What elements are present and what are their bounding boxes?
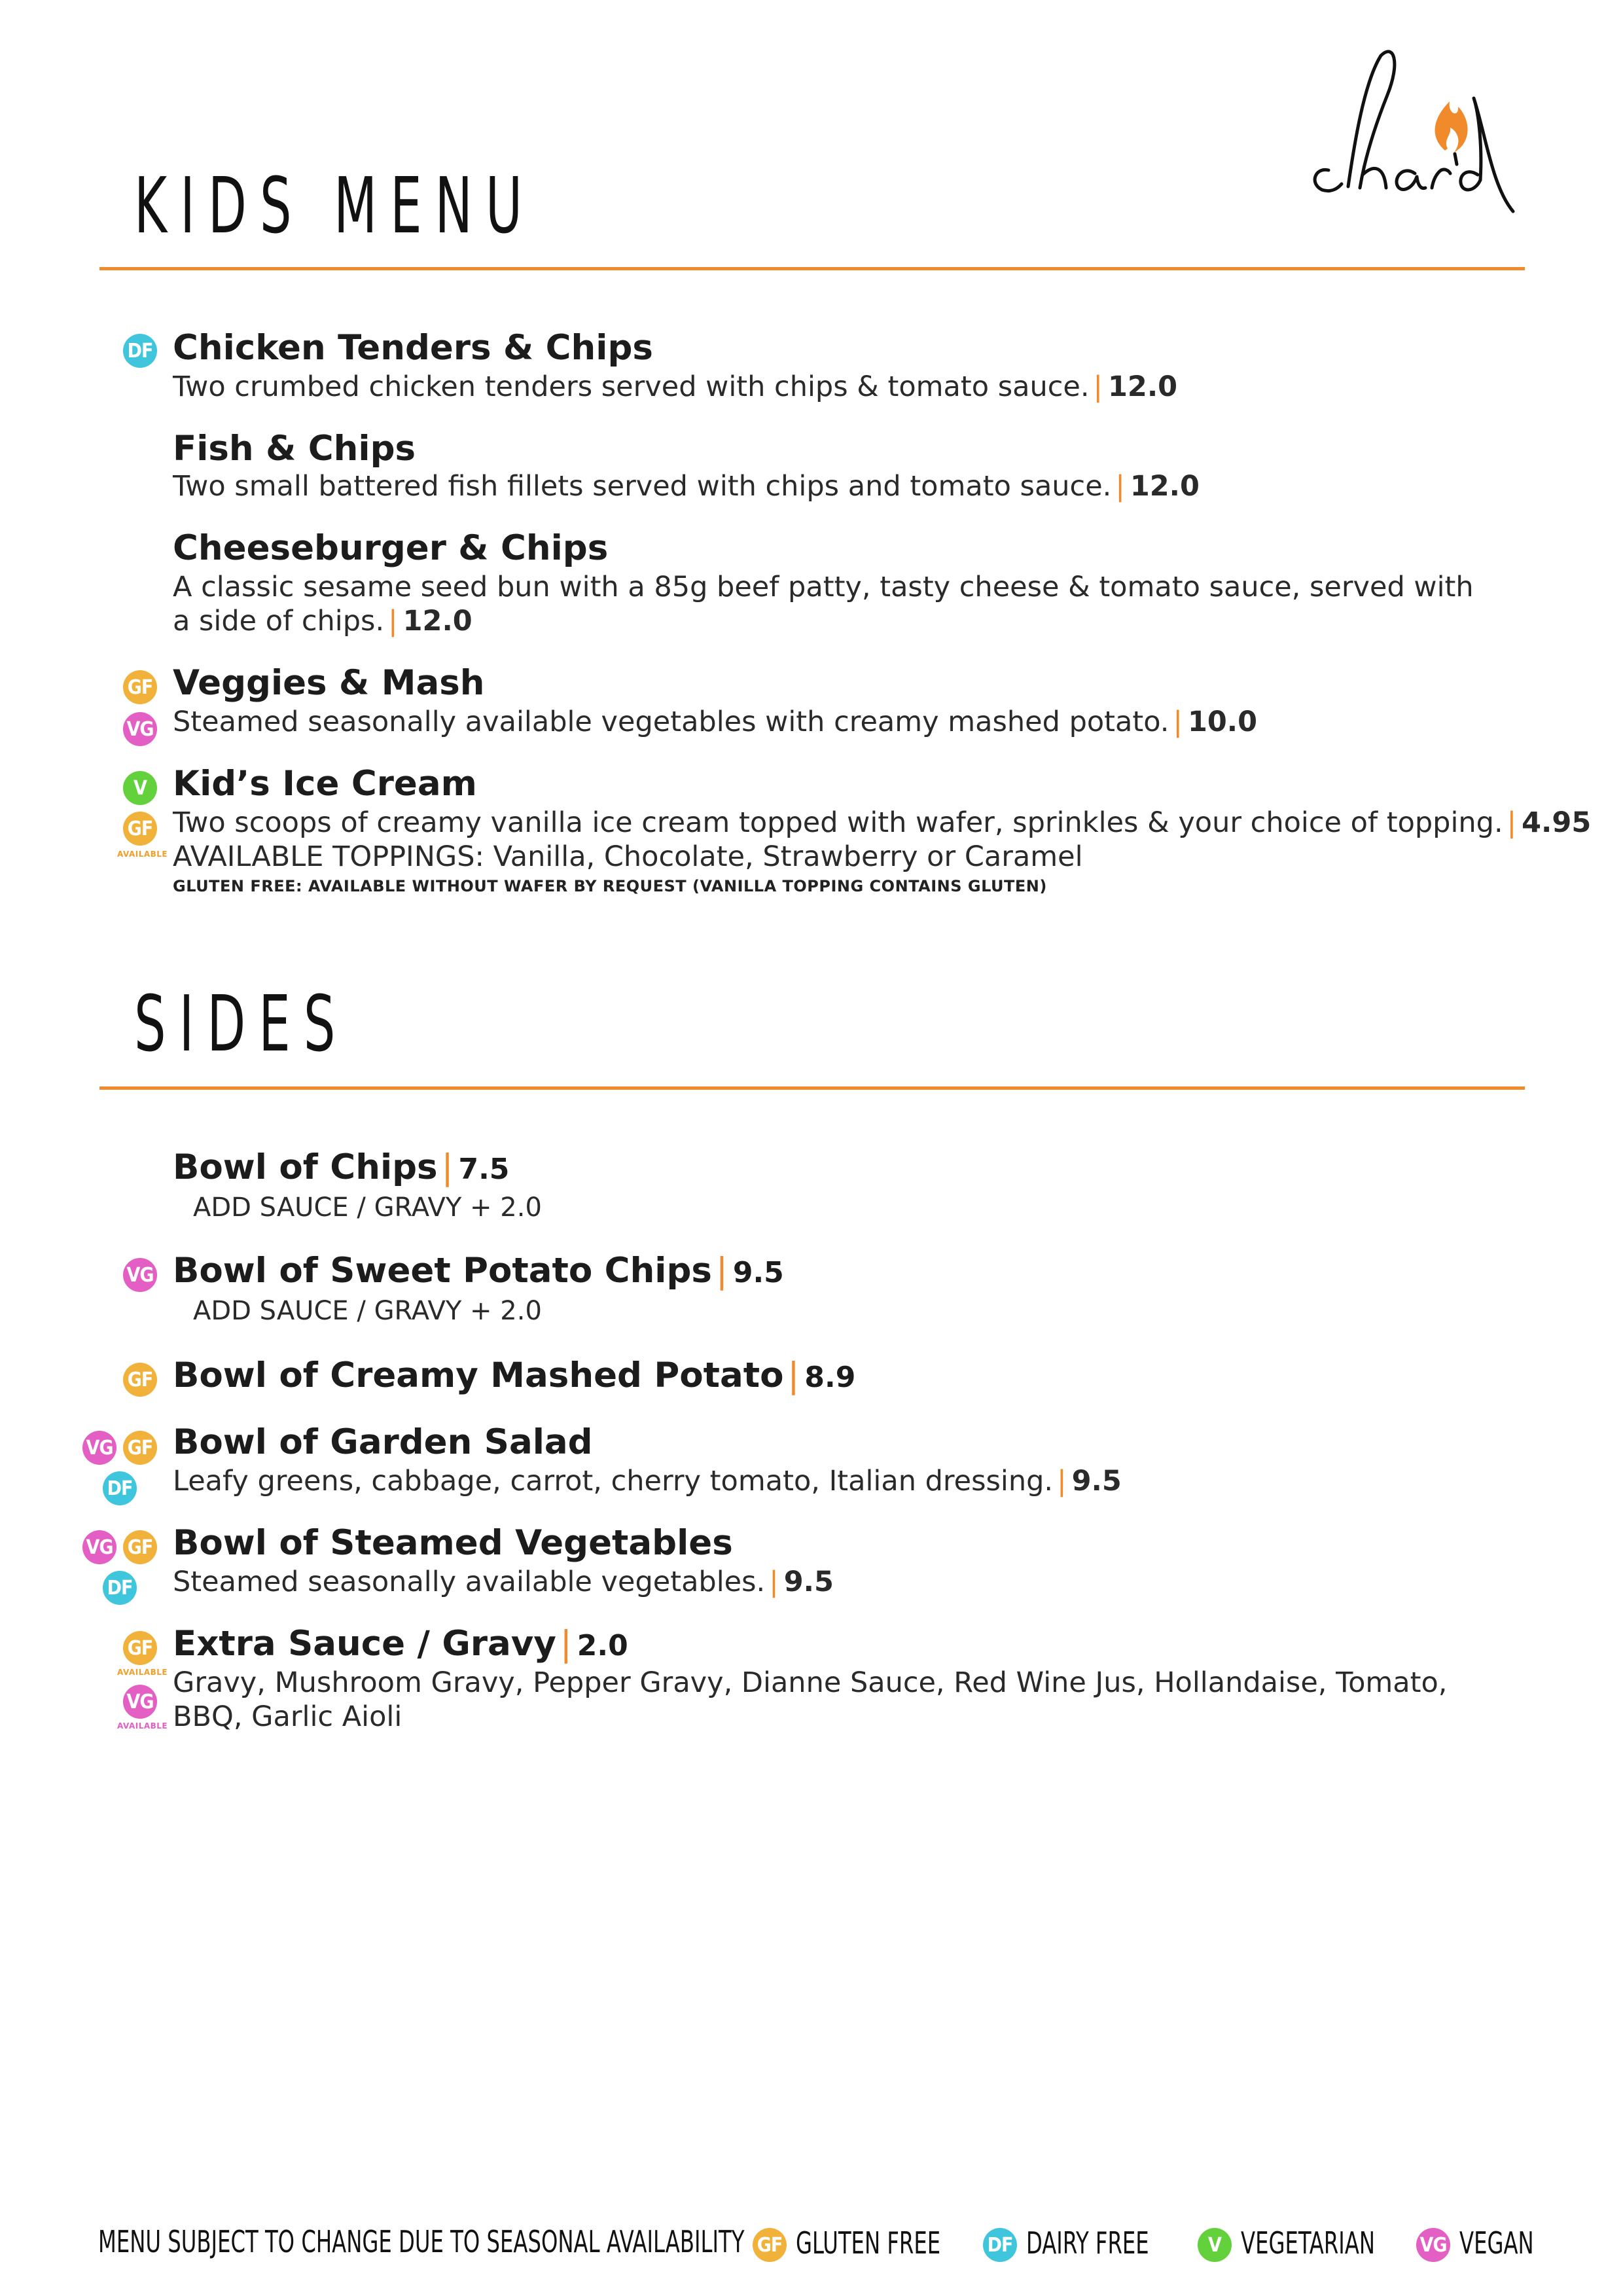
item-name: Bowl of Creamy Mashed Potato [173,1355,784,1395]
kids-divider [99,267,1525,270]
legend-dairy-free-label: DAIRY FREE [1026,2225,1149,2261]
price-separator: | [769,1566,779,1598]
available-label: AVAILABLE [117,1668,168,1677]
item-price: 10.0 [1187,706,1258,738]
item-description [173,1564,834,1600]
toppings-line: AVAILABLE TOPPINGS: Vanilla, Chocolate, Strawberry or Caramel [173,840,1083,873]
price-separator: | [388,605,398,637]
sauce-list-line2: BBQ, Garlic Aioli [173,1700,402,1733]
vegan-badge-icon: VG [123,712,157,746]
legend-vegan-label: VEGAN [1459,2225,1534,2261]
gluten-free-badge-icon: GF [123,1431,157,1465]
price-separator: | [715,1251,728,1291]
vegan-badge-icon: VG [82,1530,116,1564]
item-name: Bowl of Garden Salad [173,1422,593,1462]
gluten-free-badge-icon: GF [123,670,157,704]
legend-vegetarian-label: VEGETARIAN [1241,2225,1376,2261]
price-separator: | [787,1355,800,1395]
item-description-line1: A classic sesame seed bun with a 85g beef patty, tasty cheese & tomato sauce, served with [173,571,1474,603]
item-description [173,805,1591,840]
gluten-free-note: GLUTEN FREE: AVAILABLE WITHOUT WAFER BY REQUEST (VANILLA TOPPING CONTAINS GLUTEN) [173,877,1047,895]
price-separator: | [1115,470,1125,503]
logo-graphic [1302,36,1525,232]
vegan-legend-icon: VG [1416,2228,1450,2262]
item-price: 9.5 [1071,1465,1122,1498]
item-desc-text: Leafy greens, cabbage, carrot, cherry tomato, Italian dressing. [173,1465,1054,1498]
legend-gluten-free-label: GLUTEN FREE [796,2225,941,2261]
item-name: Kid’s Ice Cream [173,764,477,804]
price-separator: | [1507,806,1517,839]
item-description-line2 [173,603,473,639]
add-sauce-note: ADD SAUCE / GRAVY + 2.0 [193,1193,542,1223]
vegan-badge-icon: VG [82,1431,116,1465]
item-desc-text: Two small battered fish fillets served with chips and tomato sauce. [173,470,1112,503]
item-price: 8.9 [804,1361,856,1394]
item-name: Fish & Chips [173,429,416,469]
item-desc-text: Two scoops of creamy vanilla ice cream topped with wafer, sprinkles & your choice of topping. [173,806,1503,839]
side-item-name-row [173,1623,628,1667]
item-price: 9.5 [783,1566,834,1598]
item-price: 12.0 [402,605,473,637]
gluten-free-badge-icon: GF [123,812,157,846]
price-separator: | [560,1624,572,1664]
side-item-name-row [173,1355,855,1399]
sides-title: SIDES [134,978,349,1069]
vegetarian-legend-icon: V [1198,2228,1232,2262]
price-separator: | [1093,370,1103,403]
item-price: 2.0 [577,1629,628,1662]
item-name: Bowl of Steamed Vegetables [173,1523,733,1563]
seasonal-availability-note: MENU SUBJECT TO CHANGE DUE TO SEASONAL AVAILABILITY [98,2224,745,2259]
gluten-free-legend-icon: GF [753,2228,787,2262]
flame-icon [1435,101,1468,152]
gluten-free-badge-icon: GF [123,1530,157,1564]
available-label: AVAILABLE [117,1721,168,1731]
item-name: Extra Sauce / Gravy [173,1624,556,1664]
available-label: AVAILABLE [117,850,168,859]
item-price: 9.5 [732,1256,784,1289]
item-desc-text: a side of chips. [173,605,385,637]
item-description [173,1463,1122,1499]
side-item-name-row [173,1147,509,1191]
vegetarian-badge-icon: V [123,771,157,805]
item-desc-text: Steamed seasonally available vegetables. [173,1566,766,1598]
item-desc-text: Steamed seasonally available vegetables with creamy mashed potato. [173,706,1169,738]
item-description [173,469,1200,504]
item-name: Chicken Tenders & Chips [173,328,653,368]
item-description [173,369,1177,404]
dairy-free-badge-icon: DF [103,1571,137,1605]
item-name: Veggies & Mash [173,663,485,703]
dairy-free-badge-icon: DF [103,1471,137,1505]
dairy-free-badge-icon: DF [123,334,157,368]
sauce-list-line1: Gravy, Mushroom Gravy, Pepper Gravy, Dianne Sauce, Red Wine Jus, Hollandaise, Tomato, [173,1666,1448,1699]
vegan-badge-icon: VG [123,1258,157,1292]
item-name: Bowl of Chips [173,1147,438,1187]
item-desc-text: Two crumbed chicken tenders served with chips & tomato sauce. [173,370,1090,403]
item-price: 12.0 [1130,470,1200,503]
sides-divider [99,1086,1525,1090]
add-sauce-note: ADD SAUCE / GRAVY + 2.0 [193,1296,542,1326]
gluten-free-badge-icon: GF [123,1631,157,1665]
brand-logo [1302,36,1525,232]
item-name: Cheeseburger & Chips [173,528,609,568]
item-name: Bowl of Sweet Potato Chips [173,1251,712,1291]
price-separator: | [1173,706,1183,738]
item-price: 7.5 [458,1153,510,1186]
gluten-free-badge-icon: GF [123,1363,157,1397]
price-separator: | [441,1147,454,1187]
dairy-free-legend-icon: DF [983,2228,1017,2262]
vegan-badge-icon: VG [123,1685,157,1719]
price-separator: | [1057,1465,1067,1498]
item-price: 4.95 [1522,806,1592,839]
item-description [173,704,1257,740]
side-item-name-row [173,1250,784,1294]
item-price: 12.0 [1107,370,1178,403]
kids-menu-title: KIDS MENU [134,160,536,251]
